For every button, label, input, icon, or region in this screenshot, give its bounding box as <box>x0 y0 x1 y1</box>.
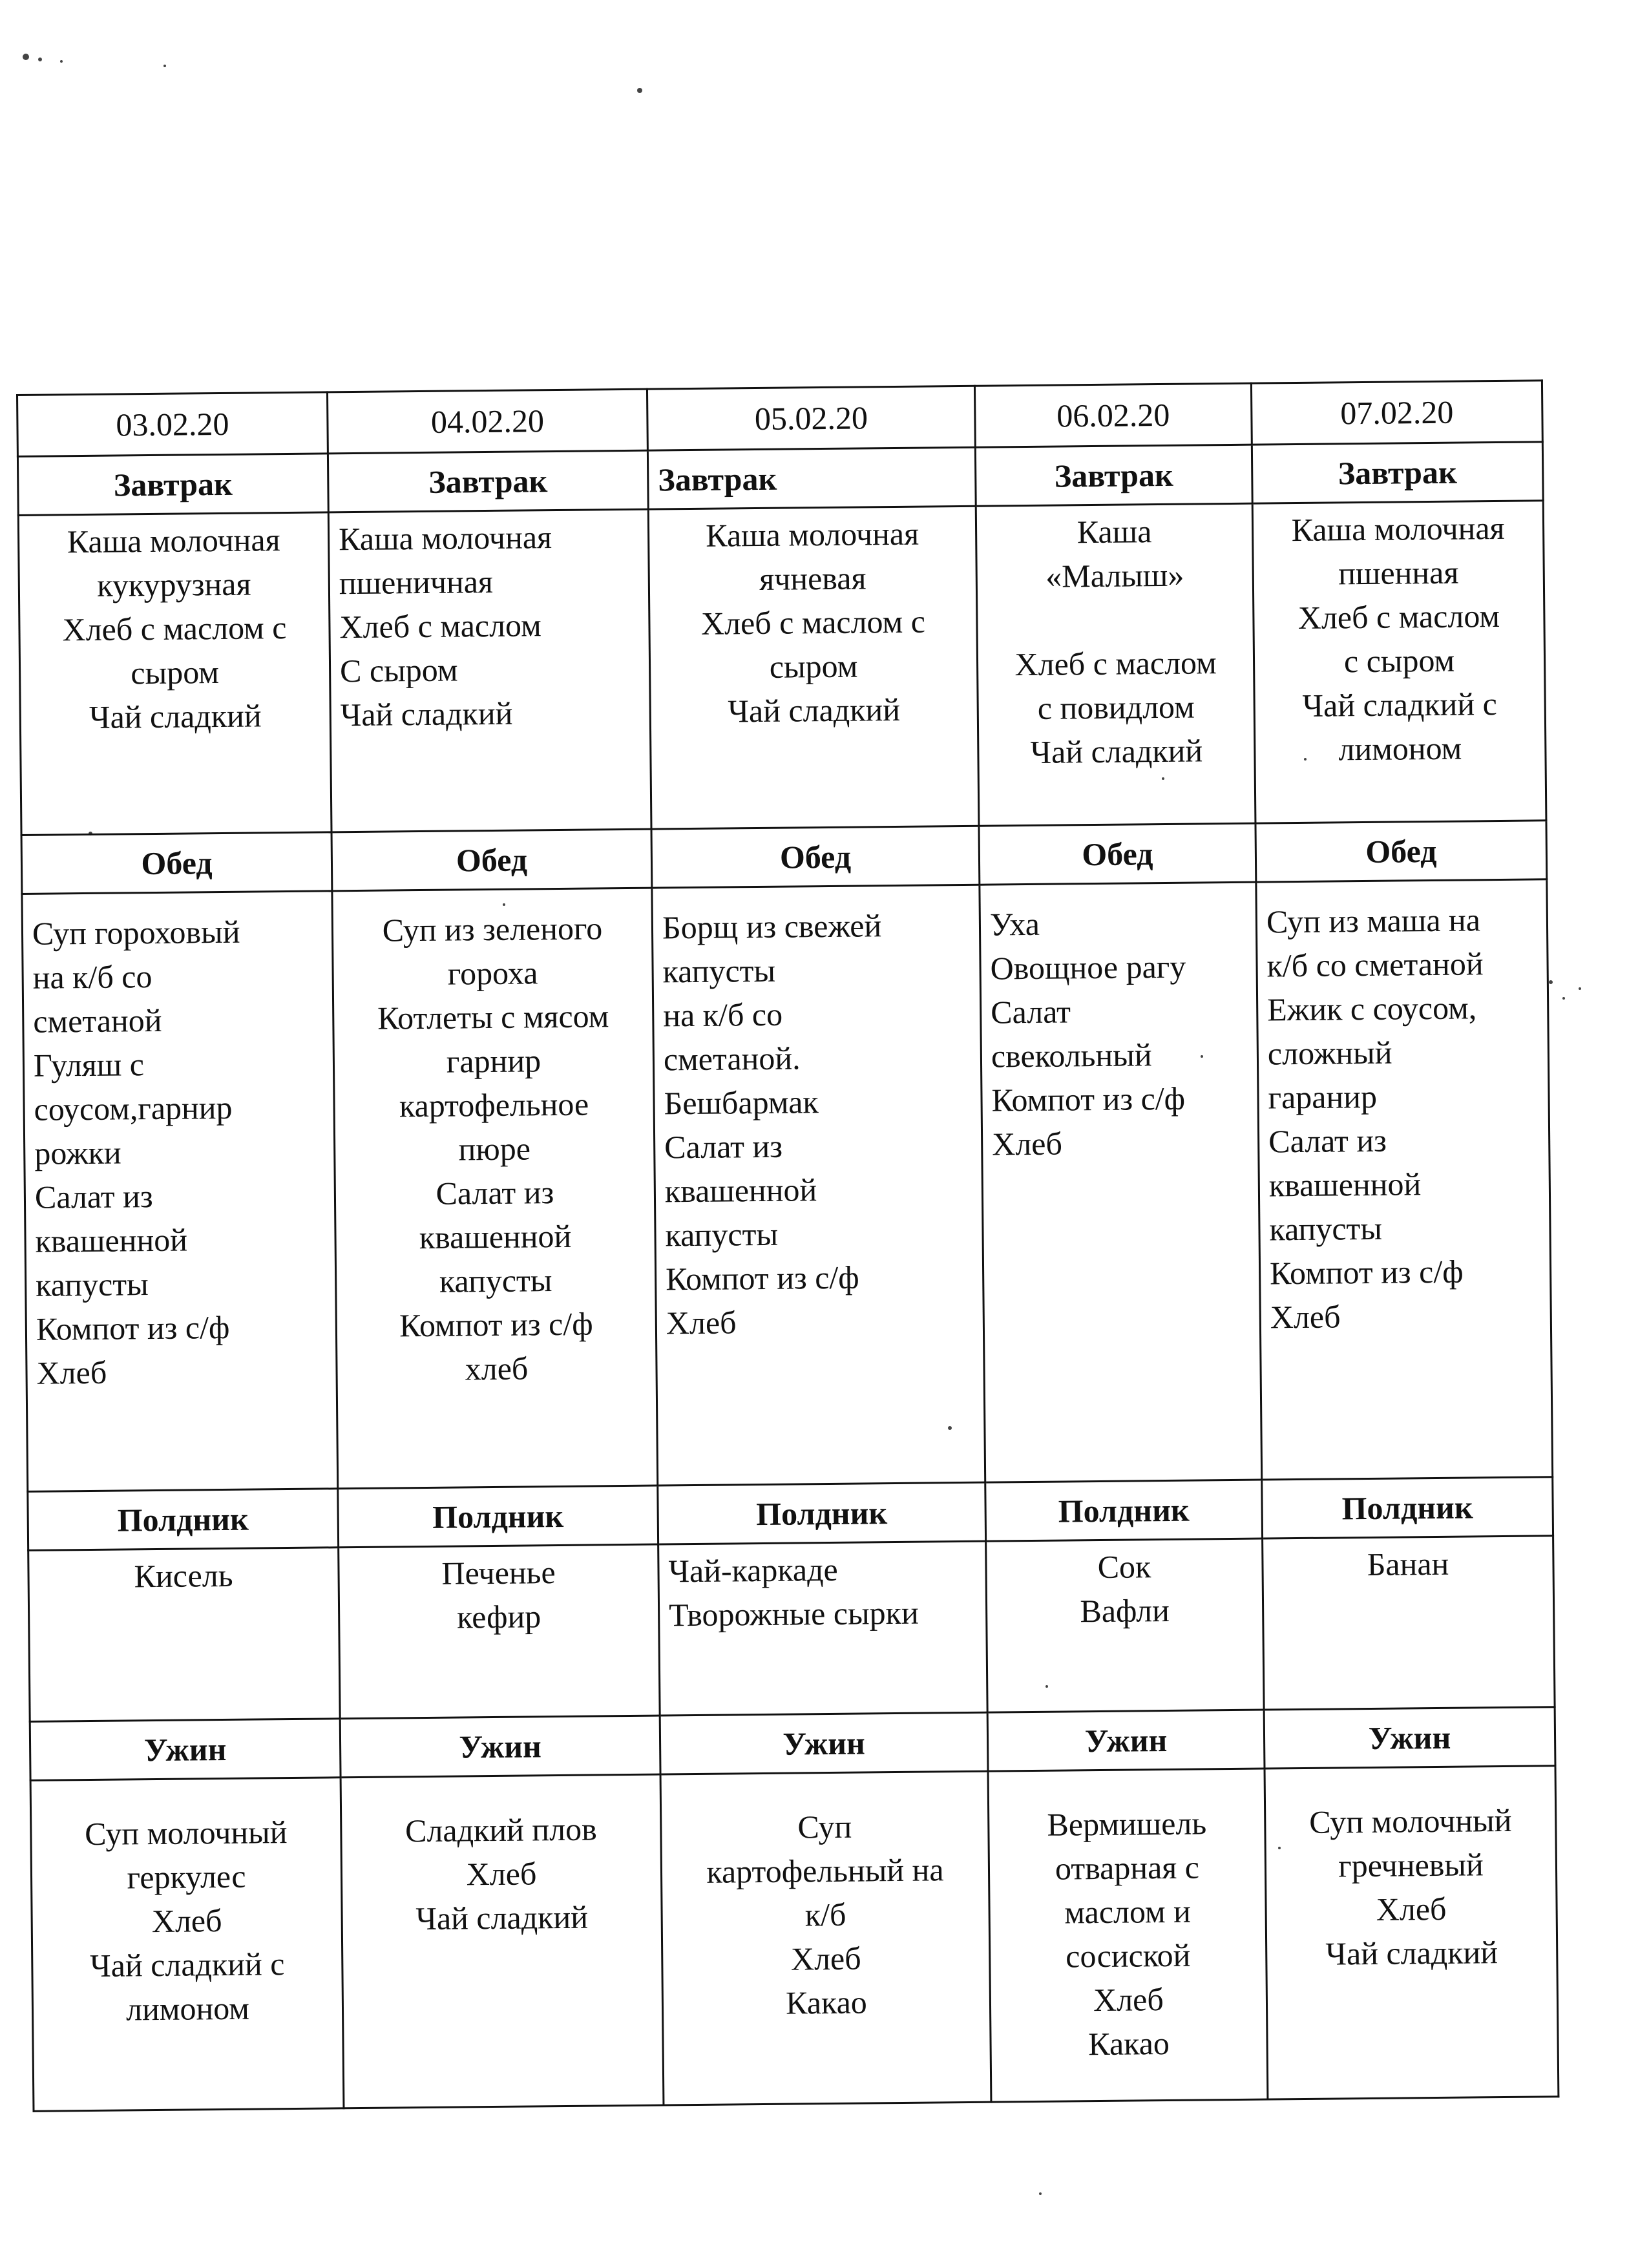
snack-row <box>28 1536 1555 1722</box>
menu-item-line: Салат <box>990 993 1071 1031</box>
snack-cell <box>28 1548 341 1722</box>
menu-item-line <box>987 596 1244 643</box>
menu-item-line: капусты <box>665 1215 779 1254</box>
breakfast-cell <box>648 506 979 829</box>
meal-heading-lunch: Обед <box>1255 821 1547 882</box>
date-cell-4: 06.02.20 <box>974 383 1252 447</box>
menu-item-line: Ежик с соусом, <box>1266 989 1477 1028</box>
menu-item-line: Уха <box>989 905 1040 943</box>
menu-item-line: Компот из с/ф <box>665 1259 859 1297</box>
meal-heading-lunch: Обед <box>331 829 652 891</box>
menu-item-line: хлеб <box>465 1350 529 1387</box>
menu-item-line: гречневый <box>1338 1846 1484 1884</box>
meal-heading-snack: Полдник <box>28 1489 339 1551</box>
menu-item-line: Суп <box>797 1808 852 1845</box>
menu-item-line: Вермишель <box>1047 1805 1207 1843</box>
breakfast-row <box>18 501 1546 835</box>
menu-item-line: Хлеб с маслом с <box>62 609 287 648</box>
menu-item-line: Хлеб с маслом <box>1014 644 1217 683</box>
menu-item-line: Борщ из свежей <box>662 907 882 946</box>
menu-item-line: Чай сладкий с <box>89 1946 285 1984</box>
menu-item-line: к/б со сметаной <box>1266 945 1484 984</box>
breakfast-cell <box>328 509 651 832</box>
menu-item-line: лимоном <box>125 1990 250 2028</box>
menu-item-line: капусты <box>1269 1210 1383 1248</box>
breakfast-cell <box>1252 501 1546 823</box>
menu-item-line: Творожные сырки <box>668 1594 919 1633</box>
menu-item-line: Каша молочная <box>1291 509 1505 549</box>
menu-item-line: Хлеб <box>1270 1298 1341 1336</box>
menu-item-line: Хлеб <box>1093 1981 1164 2019</box>
dinner-cell <box>988 1769 1268 2102</box>
menu-item-line: пшеничная <box>339 563 494 602</box>
menu-item-line: «Малыш» <box>1045 556 1184 594</box>
date-cell-3: 05.02.20 <box>647 386 975 450</box>
meal-heading-breakfast: Завтрак <box>975 445 1252 506</box>
menu-item-line: рожки <box>34 1134 121 1171</box>
menu-item-line: капусты <box>662 952 776 990</box>
menu-item-line: Вафли <box>1080 1591 1170 1630</box>
menu-item-line: пшенная <box>1338 554 1459 592</box>
menu-item-line: картофельное <box>399 1086 589 1124</box>
lunch-cell <box>1256 879 1553 1480</box>
menu-item-line: Суп гороховый <box>32 913 240 952</box>
menu-item-line: с сыром <box>1343 642 1455 680</box>
menu-item-line: квашенной <box>1268 1166 1422 1204</box>
menu-item-line: Суп молочный <box>84 1814 288 1853</box>
menu-item-line: гороха <box>447 954 538 992</box>
snack-cell <box>339 1544 660 1719</box>
menu-item-line: Хлеб <box>1376 1890 1447 1927</box>
menu-item-line: Банан <box>1367 1545 1449 1583</box>
menu-item-line: на к/б со <box>663 996 783 1034</box>
menu-item-line: ячневая <box>759 560 867 597</box>
menu-item-line: Чай сладкий <box>415 1898 589 1937</box>
menu-item-line: Компот из с/ф <box>36 1308 230 1347</box>
meal-heading-snack: Полдник <box>658 1482 986 1544</box>
dinner-cell <box>30 1778 344 2112</box>
menu-item-line: к/б <box>804 1896 846 1933</box>
menu-item-line: Овощное рагу <box>990 948 1186 987</box>
menu-item-line: Хлеб <box>466 1855 537 1893</box>
menu-item-line: капусты <box>35 1266 149 1303</box>
meal-heading-snack: Полдник <box>1262 1477 1553 1538</box>
meal-heading-snack: Полдник <box>985 1480 1263 1541</box>
menu-item-line: на к/б со <box>32 958 152 996</box>
dinner-cell <box>1265 1766 1559 2099</box>
menu-item-line: соусом,гарнир <box>34 1089 233 1128</box>
meal-heading-breakfast: Завтрак <box>328 450 648 512</box>
dinner-row <box>30 1766 1559 2112</box>
lunch-row <box>22 879 1553 1492</box>
menu-item-line: Каша молочная <box>67 521 280 560</box>
menu-item-line: маслом и <box>1064 1893 1192 1931</box>
menu-item-line: Хлеб с маслом с <box>700 603 926 642</box>
meal-heading-dinner: Ужин <box>340 1716 660 1778</box>
date-cell-2: 04.02.20 <box>327 389 647 454</box>
menu-item-line: Сок <box>1097 1548 1151 1586</box>
lunch-cell <box>22 891 338 1492</box>
menu-item-line: пюре <box>458 1130 531 1168</box>
menu-item-line: Чай-каркаде <box>668 1551 838 1590</box>
menu-item-line: капусты <box>439 1262 552 1299</box>
menu-item-line: квашенной <box>419 1217 572 1256</box>
menu-item-line: Сладкий плов <box>404 1811 597 1849</box>
meal-heading-lunch: Обед <box>651 826 980 888</box>
menu-item-line: гарнир <box>446 1042 541 1080</box>
menu-item-line: лимоном <box>1338 730 1462 768</box>
meal-heading-breakfast: Завтрак <box>1252 442 1543 503</box>
menu-item-line: Каша молочная <box>705 515 919 554</box>
menu-item-line: Компот из с/ф <box>1269 1253 1464 1292</box>
menu-item-line: Суп молочный <box>1308 1801 1512 1840</box>
menu-item-line: Салат из <box>34 1178 153 1215</box>
meal-heading-dinner: Ужин <box>987 1710 1265 1771</box>
menu-item-line: Бешбармак <box>664 1084 819 1122</box>
menu-item-line: Каша молочная <box>338 519 552 558</box>
menu-item-line: С сыром <box>339 651 458 689</box>
menu-item-line: Чай сладкий <box>728 691 901 730</box>
menu-item-line: Салат из <box>664 1128 783 1166</box>
menu-item-line: Суп из маша на <box>1266 901 1481 940</box>
menu-item-line: кукурузная <box>96 565 251 604</box>
lunch-cell <box>980 882 1262 1482</box>
menu-item-line: кефир <box>456 1598 541 1635</box>
breakfast-cell <box>18 512 331 835</box>
date-cell-5: 07.02.20 <box>1251 381 1542 445</box>
menu-item-line: картофельный на <box>706 1851 944 1890</box>
menu-item-line: с повидлом <box>1037 688 1195 726</box>
meal-heading-lunch: Обед <box>979 823 1256 885</box>
menu-item-line: Компот из с/ф <box>991 1080 1186 1118</box>
menu-item-line: сметаной <box>33 1002 162 1040</box>
menu-item-line: Чай сладкий с <box>1302 686 1498 724</box>
menu-item-line: Хлеб <box>790 1940 861 1977</box>
meal-heading-snack: Полдник <box>338 1486 658 1548</box>
menu-item-line: Салат из <box>1268 1122 1387 1160</box>
menu-item-line: Хлеб <box>991 1125 1063 1162</box>
dinner-cell <box>660 1771 991 2105</box>
menu-item-line: сложный <box>1267 1034 1392 1072</box>
snack-cell <box>1263 1536 1555 1710</box>
menu-item-line: свекольный <box>991 1036 1152 1075</box>
menu-item-line: Компот из с/ф <box>399 1305 593 1344</box>
lunch-cell <box>332 888 658 1489</box>
date-cell-1: 03.02.20 <box>17 392 328 457</box>
weekly-menu-table <box>16 379 1559 2112</box>
menu-item-line: Каша <box>1077 513 1152 551</box>
menu-item-line: Чай сладкий <box>340 695 513 733</box>
lunch-cell <box>652 885 985 1486</box>
menu-item-line: Какао <box>785 1984 868 2021</box>
menu-item-line: Печенье <box>441 1554 556 1591</box>
meal-heading-dinner: Ужин <box>1264 1707 1555 1769</box>
menu-item-line: Чай сладкий <box>89 697 262 735</box>
menu-item-line: квашенной <box>664 1171 817 1210</box>
menu-item-line: квашенной <box>35 1221 188 1259</box>
menu-item-line: Котлеты с мясом <box>377 998 609 1036</box>
menu-item-line: Хлеб <box>666 1304 737 1341</box>
meal-heading-breakfast: Завтрак <box>647 447 976 509</box>
breakfast-cell <box>976 503 1255 826</box>
dinner-cell <box>341 1774 664 2108</box>
menu-item-line: Суп из зеленого <box>382 910 603 949</box>
snack-cell <box>658 1541 988 1716</box>
menu-item-line: отварная с <box>1055 1849 1200 1887</box>
menu-item-line: Гуляш с <box>33 1046 145 1084</box>
menu-item-line: геркулес <box>127 1858 246 1896</box>
menu-item-line: сыром <box>131 654 220 691</box>
meal-heading-lunch: Обед <box>21 832 332 894</box>
menu-item-line: Хлеб с маслом <box>339 607 541 646</box>
menu-item-line: Хлеб с маслом <box>1297 597 1500 636</box>
meal-heading-breakfast: Завтрак <box>17 454 328 516</box>
menu-item-line: сосиской <box>1065 1937 1191 1975</box>
menu-item-line: Чай сладкий <box>1030 732 1203 770</box>
menu-item-line: Кисель <box>134 1557 233 1595</box>
menu-item-line: гаранир <box>1268 1078 1378 1116</box>
menu-item-line: Хлеб <box>151 1902 222 1940</box>
menu-item-line: Салат из <box>436 1174 554 1212</box>
menu-item-line: Чай сладкий <box>1325 1934 1498 1972</box>
menu-item-line: Хлеб <box>36 1354 107 1391</box>
meal-heading-dinner: Ужин <box>30 1719 341 1781</box>
menu-item-line: Какао <box>1088 2024 1170 2063</box>
meal-heading-dinner: Ужин <box>660 1712 988 1774</box>
menu-item-line: сметаной. <box>663 1040 801 1078</box>
menu-item-line: сыром <box>769 647 858 685</box>
snack-cell <box>986 1538 1265 1712</box>
